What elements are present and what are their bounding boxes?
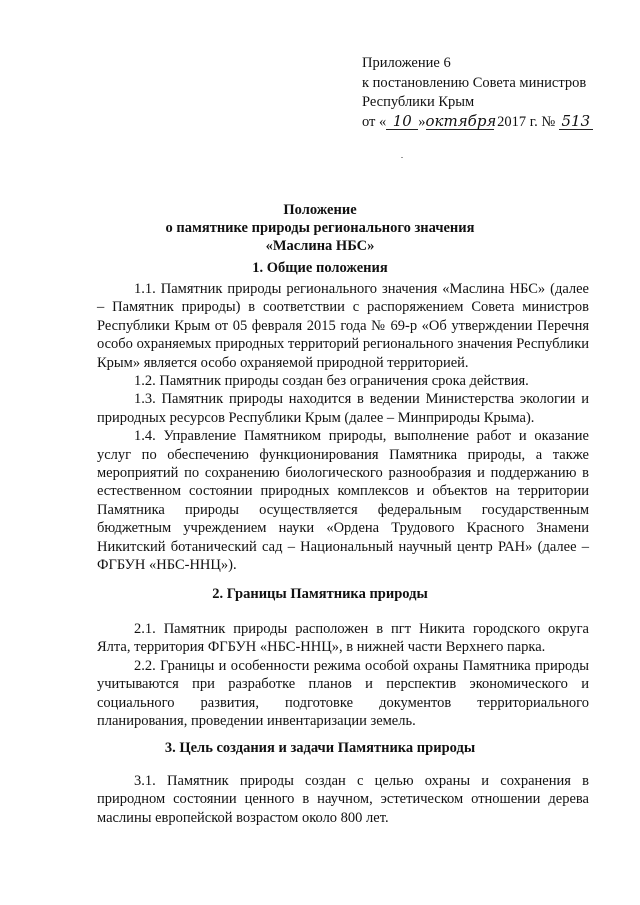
section-3-body — [97, 772, 589, 827]
date-year: 2017 г. № — [497, 113, 556, 130]
paragraph-2-2: 2.2. Границы и особенности режима особой охраны Памятника природы учитываются при разработке планов и перспектив экономического и социального развития, подготовке документов территориального планирования, проведении инвентаризации земель. — [97, 657, 589, 730]
handwritten-day: 10 — [386, 113, 418, 130]
title-line-3: «Маслина НБС» — [265, 238, 375, 254]
scan-speck — [401, 157, 403, 158]
paragraph-1-4: 1.4. Управление Памятником природы, выполнение работ и оказание услуг по обеспечению функционирования Памятника природы, а также мероприятий по сохранению биологического разнообразия и поддержанию в естественном состоянии природных комплексов и объектов на территории Памятника природы осуществляется федеральным государственным бюджетным учреждением науки «Ордена Трудового Красного Знамени Никитский ботанический сад – Национальный научный центр РАН» (далее – ФГБУН «НБС-ННЦ»). — [97, 428, 589, 574]
date-prefix: от « — [362, 113, 387, 130]
paragraph-2-1: 2.1. Памятник природы расположен в пгт Никита городского округа Ялта, территория ФГБУН «НБС-ННЦ», в нижней части Верхнего парка. — [97, 621, 589, 656]
section-1-heading: 1. Общие положения — [252, 260, 388, 276]
section-1-body — [97, 280, 589, 575]
handwritten-number: 513 — [559, 113, 593, 130]
appendix-reference: к постановлению Совета министров — [362, 74, 587, 91]
paragraph-1-2: 1.2. Памятник природы создан без ограничения срока действия. — [134, 373, 529, 390]
title-line-2: о памятнике природы регионального значения — [165, 220, 475, 236]
section-2-heading: 2. Границы Памятника природы — [212, 586, 428, 602]
date-quote-close: » — [418, 113, 426, 130]
paragraph-3-1: 3.1. Памятник природы создан с целью охраны и сохранения в природном состоянии ценного в научном, эстетическом отношении дерева маслины европейской возрастом около 800 лет. — [97, 773, 589, 826]
appendix-date-line — [362, 113, 593, 133]
appendix-authority: Республики Крым — [362, 94, 475, 110]
section-2-body — [97, 620, 589, 730]
title-line-1: Положение — [283, 202, 357, 218]
appendix-number: Приложение 6 — [362, 55, 451, 71]
paragraph-1-3: 1.3. Памятник природы находится в ведении Министерства экологии и природных ресурсов Республики Крым (далее – Минприроды Крыма). — [97, 391, 589, 426]
paragraph-1-1: 1.1. Памятник природы регионального значения «Маслина НБС» (далее – Памятник природы) в соответствии с распоряжением Совета министров Республики Крым от 05 февраля 2015 года № 69-р «Об утверждении Перечня особо охраняемых природных территорий регионального значения Республики Крым» является особо охраняемой природной территорией. — [97, 281, 589, 371]
document-title — [0, 201, 640, 255]
section-3-heading: 3. Цель создания и задачи Памятника природы — [164, 740, 476, 756]
handwritten-month: октября — [425, 111, 497, 130]
appendix-block — [362, 54, 593, 132]
